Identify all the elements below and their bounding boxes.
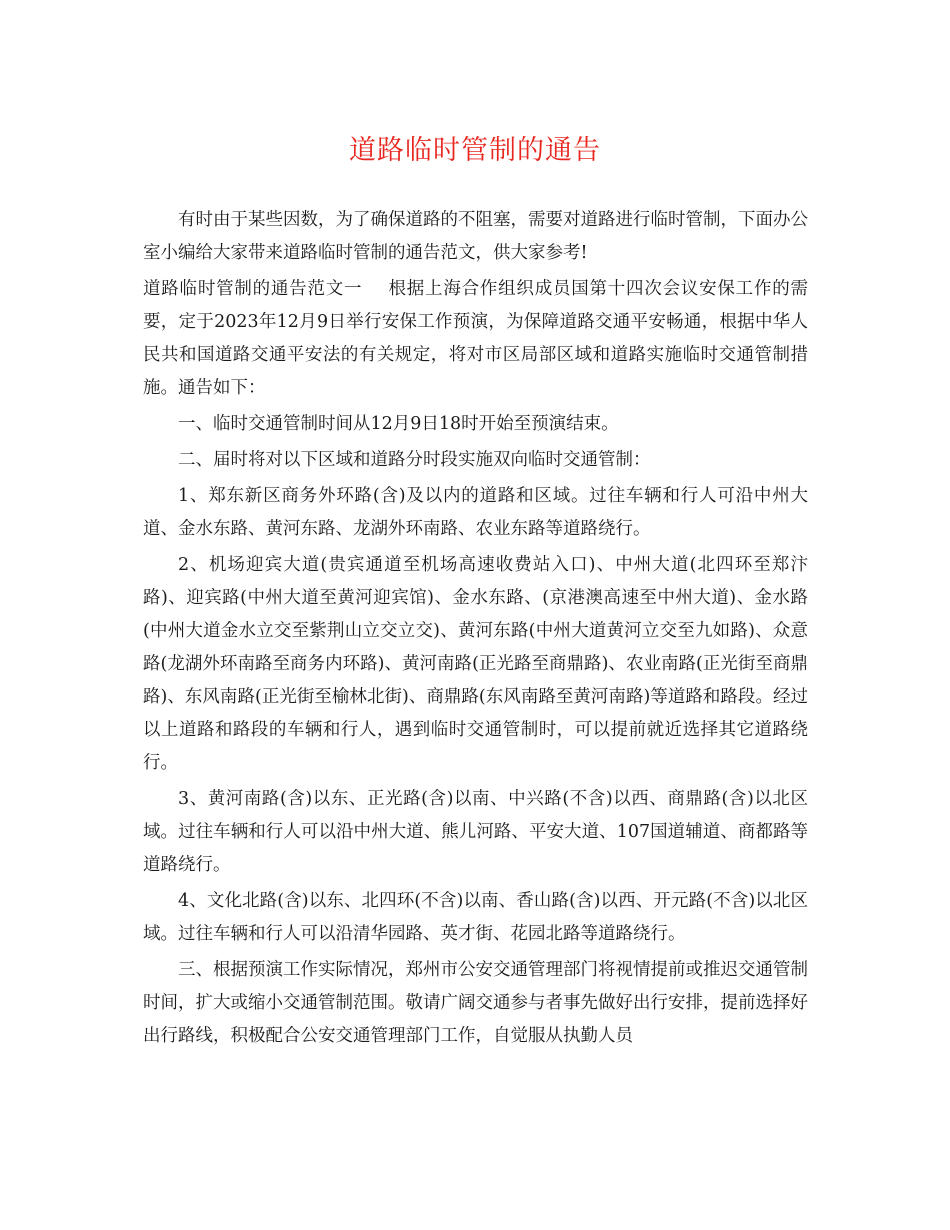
section-body: 根据上海合作组织成员国第十四次会议安保工作的需要，定于2023年12月9日举行安保工作预演，为保障道路交通平安畅通，根据中华人民共和国道路交通平安法的有关规定，将对市区局部区域和道路实施临时交通管制措施。通告如下：: [143, 279, 808, 398]
item-3-paragraph: 三、根据预演工作实际情况，郑州市公安交通管理部门将视情提前或推迟交通管制时间，扩大或缩小交通管制范围。敬请广阔交通参与者事先做好出行安排，提前选择好出行路线，积极配合公安交通管理部门工作，自觉服从执勤人员: [143, 960, 808, 1046]
item-2-paragraph: 二、届时将对以下区域和道路分时段实施双向临时交通管制：: [178, 450, 651, 470]
sub-item-3-paragraph: 3、黄河南路(含)以东、正光路(含)以南、中兴路(不含)以西、商鼎路(含)以北区域。过往车辆和行人可以沿中州大道、熊儿河路、平安大道、107国道辅道、商都路等道路绕行。: [143, 789, 808, 875]
item-1-paragraph: 一、临时交通管制时间从12月9日18时开始至预演结束。: [178, 414, 619, 434]
sub-item-2-paragraph: 2、机场迎宾大道(贵宾通道至机场高速收费站入口)、中州大道(北四环至郑汴路)、迎宾路(中州大道至黄河迎宾馆)、金水东路、(京港澳高速至中州大道)、金水路(中州大道金水立交至紫荆山立交立交)、黄河东路(中州大道黄河立交至九如路)、众意路(龙湖外环南路至商务内环路)、黄河南路(正光路至商鼎路)、农业南路(正光街至商鼎路)、东风南路(正光街至榆林北街)、商鼎路(东风南路至黄河南路)等道路和路段。经过以上道路和路段的车辆和行人，遇到临时交通管制时，可以提前就近选择其它道路绕行。: [143, 555, 808, 773]
intro-paragraph: 有时由于某些因数，为了确保道路的不阻塞，需要对道路进行临时管制，下面办公室小编给大家带来道路临时管制的通告范文，供大家参考!: [143, 210, 808, 263]
document-title: 道路临时管制的通告: [349, 135, 601, 166]
sub-item-4-paragraph: 4、文化北路(含)以东、北四环(不含)以南、香山路(含)以西、开元路(不含)以北区域。过往车辆和行人可以沿清华园路、英才街、花园北路等道路绕行。: [143, 891, 808, 944]
section-heading: 道路临时管制的通告范文一: [143, 279, 363, 299]
section-paragraph: [143, 273, 808, 405]
document-body: [143, 204, 808, 1056]
sub-item-1-paragraph: 1、郑东新区商务外环路(含)及以内的道路和区域。过往车辆和行人可沿中州大道、金水东路、黄河东路、龙湖外环南路、农业东路等道路绕行。: [143, 486, 808, 539]
